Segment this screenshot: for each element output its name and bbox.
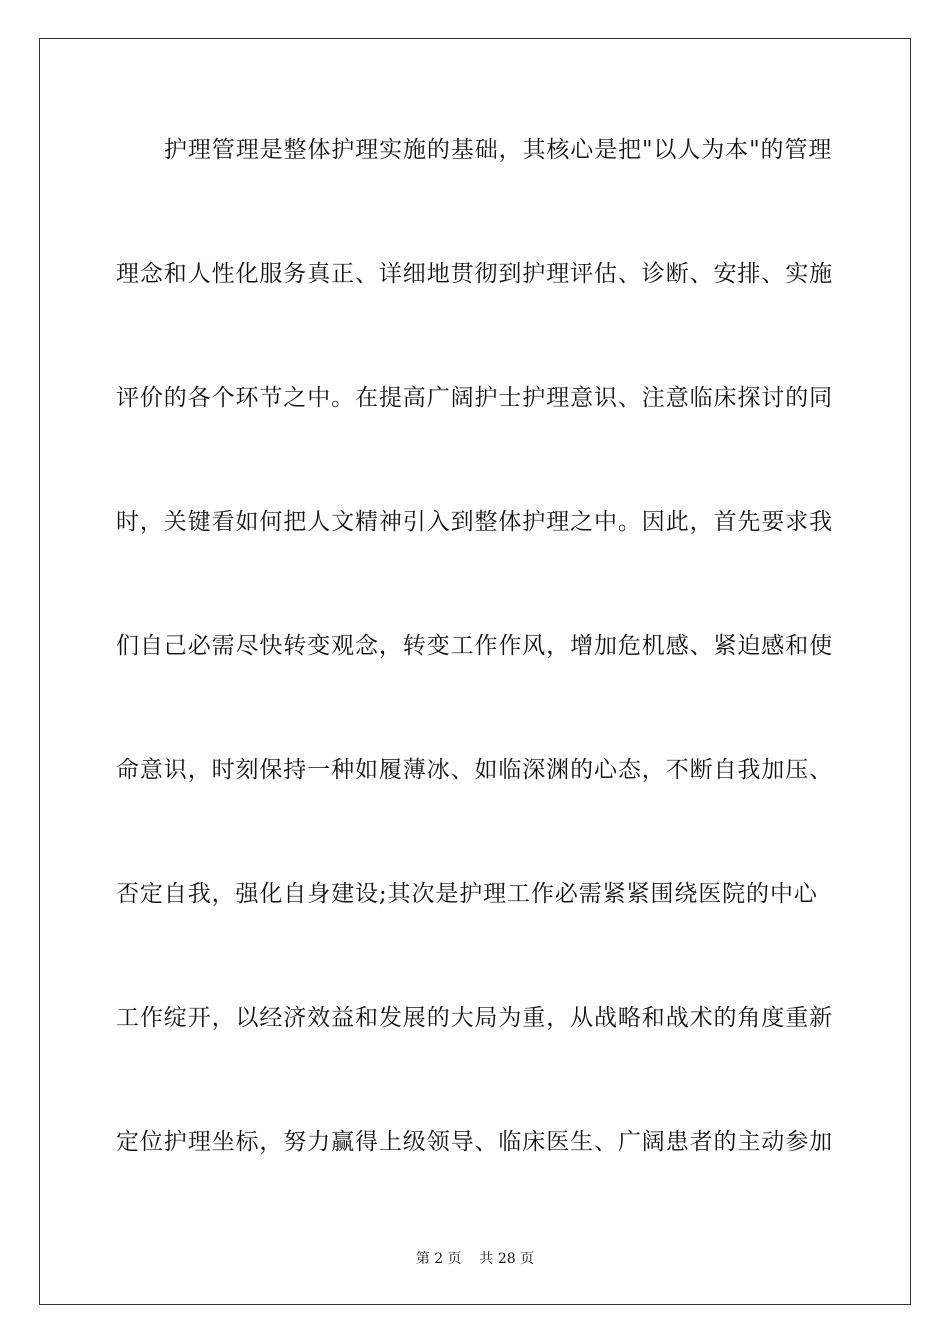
paragraph-line-3: 评价的各个环节之中。在提高广阔护士护理意识、注意临床探讨的同 — [116, 385, 833, 411]
paragraph-line-8: 工作绽开，以经济效益和发展的大局为重，从战略和战术的角度重新 — [116, 1005, 833, 1031]
paragraph-line-6: 命意识，时刻保持一种如履薄冰、如临深渊的心态，不断自我加压、 — [116, 757, 833, 783]
page-border — [39, 38, 911, 1305]
paragraph-line-9: 定位护理坐标，努力赢得上级领导、临床医生、广阔患者的主动参加 — [116, 1129, 833, 1155]
paragraph-line-1: 护理管理是整体护理实施的基础，其核心是把"以人为本"的管理 — [164, 137, 833, 163]
paragraph-line-5: 们自己必需尽快转变观念，转变工作作风，增加危机感、紧迫感和使 — [116, 633, 833, 659]
paragraph-line-4: 时，关键看如何把人文精神引入到整体护理之中。因此，首先要求我 — [116, 509, 833, 535]
paragraph-line-7: 否定自我，强化自身建设;其次是护理工作必需紧紧围绕医院的中心 — [116, 881, 818, 907]
page-number-footer: 第 2 页 共 28 页 — [415, 1251, 535, 1267]
paragraph-line-2: 理念和人性化服务真正、详细地贯彻到护理评估、诊断、安排、实施 — [116, 261, 833, 287]
